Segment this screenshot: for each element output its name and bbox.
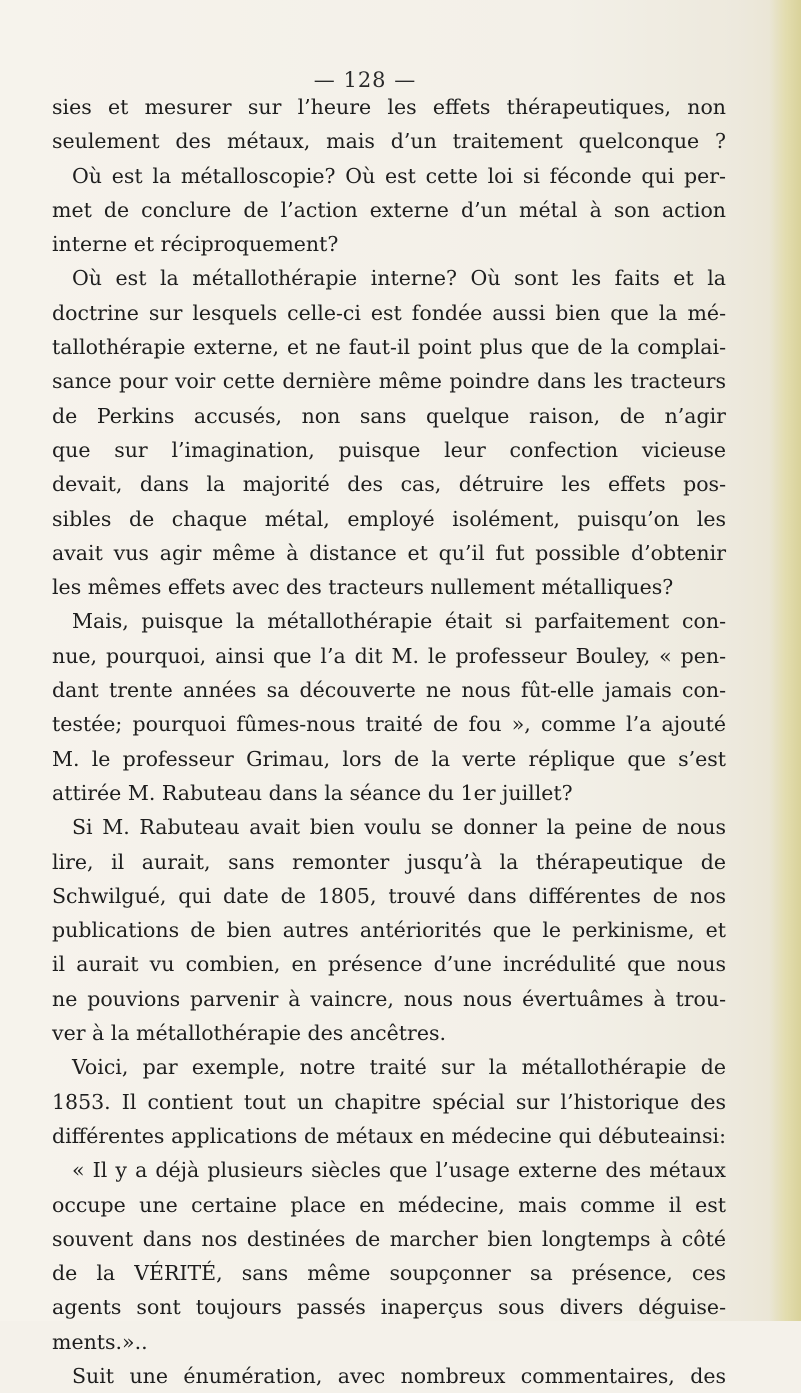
text-line: sance pour voir cette dernière même poindre dans les tracteurs [52, 369, 726, 394]
text-line: devait, dans la majorité des cas, détruire les effets pos- [52, 472, 726, 497]
text-line: Suit une énumération, avec nombreux commentaires, des [72, 1363, 726, 1388]
page-number: — 128 — [313, 68, 417, 92]
text-line: interne et réciproquement? [52, 232, 339, 257]
text-line: Où est la métalloscopie? Où est cette loi si féconde qui per- [72, 163, 726, 188]
text-line: ne pouvions parvenir à vaincre, nous nous évertuâmes à trou- [52, 986, 726, 1011]
text-line: tallothérapie externe, et ne faut-il point plus que de la complai- [52, 335, 726, 360]
text-line: avait vus agir même à distance et qu’il fut possible d’obtenir [52, 540, 726, 565]
text-line: différentes applications de métaux en médecine qui débuteainsi: [52, 1123, 726, 1148]
text-line: lire, il aurait, sans remonter jusqu’à la thérapeutique de [52, 849, 726, 874]
text-line: testée; pourquoi fûmes-nous traité de fou », comme l’a ajouté [52, 712, 726, 737]
page-edge [769, 0, 801, 1321]
text-line: ver à la métallothérapie des ancêtres. [52, 1021, 447, 1046]
text-line: M. le professeur Grimau, lors de la verte réplique que s’est [52, 746, 726, 771]
text-line: doctrine sur lesquels celle-ci est fondée aussi bien que la mé- [52, 300, 726, 325]
text-line: publications de bien autres antériorités que le perkinisme, et [52, 918, 726, 943]
text-line: Voici, par exemple, notre traité sur la métallothérapie de [72, 1055, 726, 1080]
text-line: dant trente années sa découverte ne nous fût-elle jamais con- [52, 678, 726, 703]
text-line: sibles de chaque métal, employé isolément, puisqu’on les [52, 506, 726, 531]
text-line: Où est la métallothérapie interne? Où sont les faits et la [72, 266, 726, 291]
text-line: sies et mesurer sur l’heure les effets thérapeutiques, non [52, 95, 726, 119]
text-line: met de conclure de l’action externe d’un métal à son action [52, 197, 726, 222]
text-line: attirée M. Rabuteau dans la séance du 1er juillet? [52, 780, 573, 805]
text-line: de la VÉRITÉ, sans même soupçonner sa présence, ces [52, 1261, 726, 1286]
text-line: occupe une certaine place en médecine, mais comme il est [52, 1192, 726, 1217]
text-line: Si M. Rabuteau avait bien voulu se donner la peine de nous [72, 815, 726, 840]
text-line: « Il y a déjà plusieurs siècles que l’usage externe des métaux [72, 1158, 726, 1183]
body-text [52, 90, 726, 1393]
text-line: ments.».. [52, 1329, 148, 1354]
text-line: les mêmes effets avec des tracteurs nullement métalliques? [52, 575, 674, 600]
text-line: Mais, puisque la métallothérapie était si parfaitement con- [72, 609, 726, 634]
text-line: de Perkins accusés, non sans quelque raison, de n’agir [52, 403, 726, 428]
text-line: il aurait vu combien, en présence d’une incrédulité que nous [52, 952, 726, 977]
text-line: souvent dans nos destinées de marcher bien longtemps à côté [52, 1226, 726, 1251]
text-line: Schwilgué, qui date de 1805, trouvé dans différentes de nos [52, 883, 726, 908]
text-line: seulement des métaux, mais d’un traitement quelconque ? [52, 129, 726, 154]
text-line: 1853. Il contient tout un chapitre spécial sur l’historique des [52, 1089, 726, 1114]
text-line: agents sont toujours passés inaperçus sous divers déguise- [52, 1295, 726, 1320]
text-line: que sur l’imagination, puisque leur confection vicieuse [52, 437, 726, 462]
text-line: nue, pourquoi, ainsi que l’a dit M. le professeur Bouley, « pen- [52, 643, 726, 668]
